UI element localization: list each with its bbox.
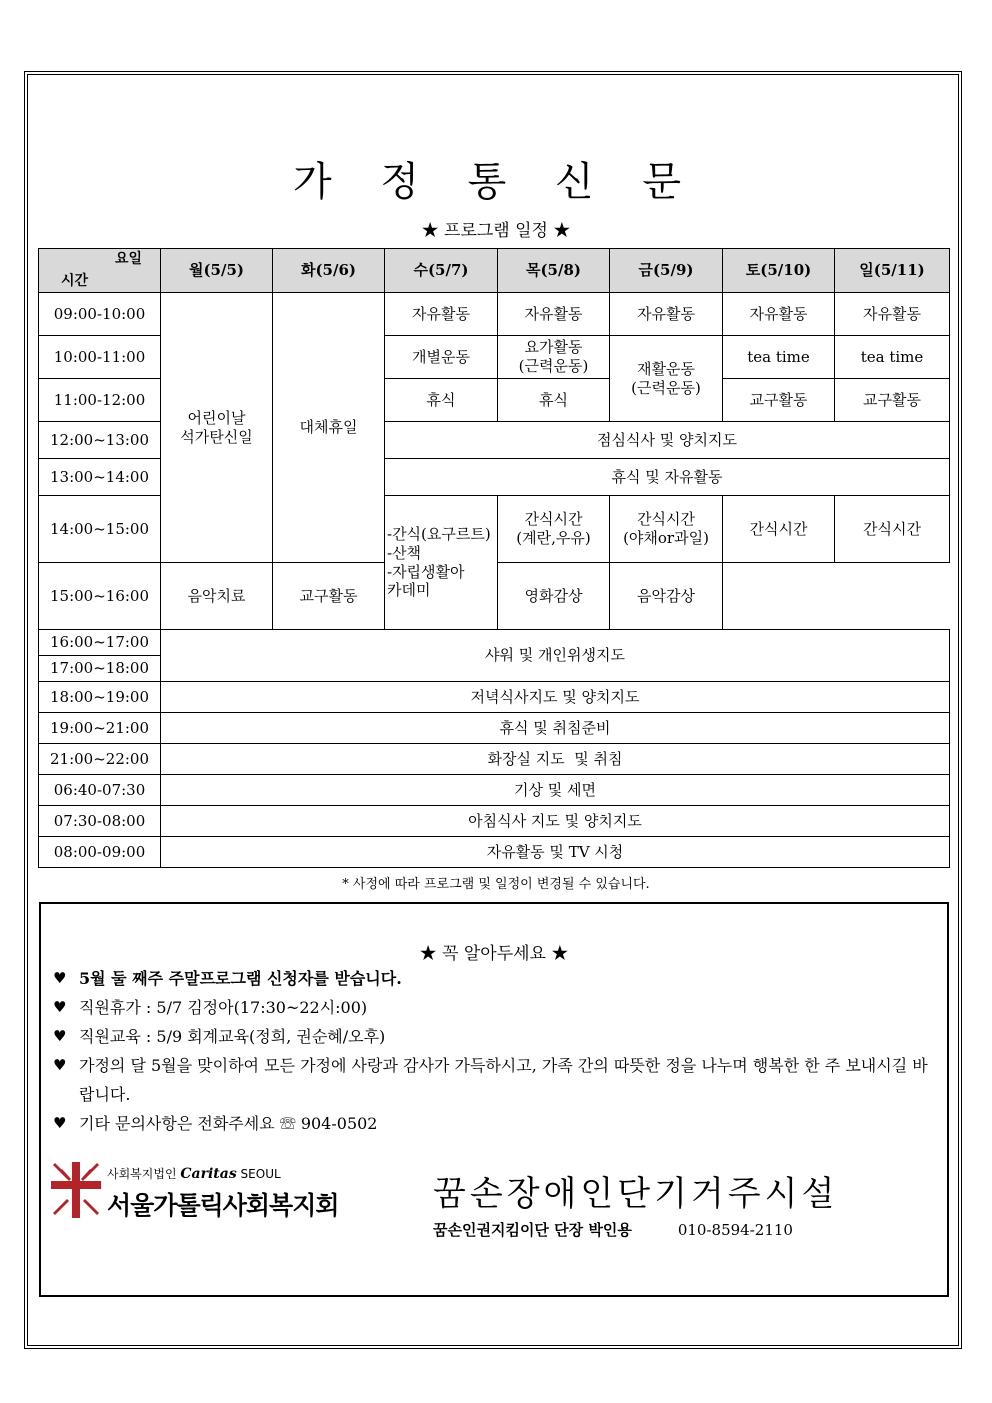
org-name: 서울가톨릭사회복지회: [107, 1191, 339, 1220]
activity-cell: 교구활동: [273, 563, 385, 630]
page-title: 가 정 통 신 문: [292, 159, 700, 205]
org-city: SEOUL: [240, 1167, 281, 1181]
day-header: 금(5/9): [610, 249, 723, 293]
activity-cell: 개별운동: [385, 336, 498, 379]
time-cell: 06:40-07:30: [39, 775, 161, 806]
time-cell: 15:00~16:00: [39, 563, 161, 630]
time-cell: 11:00-12:00: [39, 379, 161, 422]
activity-cell: 아침식사 지도 및 양치지도: [161, 806, 950, 837]
day-header: 월(5/5): [161, 249, 273, 293]
schedule-table: [38, 248, 950, 868]
schedule-row: [39, 806, 950, 837]
facility-name: 꿈손장애인단기거주시설: [433, 1174, 839, 1214]
activity-cell: 자유활동 및 TV 시청: [161, 837, 950, 868]
contact-phone: 010-8594-2110: [677, 1221, 793, 1239]
day-header: 일(5/11): [835, 249, 950, 293]
schedule-row: [39, 293, 950, 336]
activity-cell: 자유활동: [610, 293, 723, 336]
schedule-row: [39, 775, 950, 806]
schedule-row: [39, 744, 950, 775]
activity-cell: 자유활동: [723, 293, 835, 336]
activity-cell: 휴식 및 자유활동: [385, 459, 950, 496]
activity-cell: 간식시간 (야채or과일): [610, 496, 723, 563]
notice-text: 가정의 달 5월을 맞이하여 모든 가정에 사랑과 감사가 가득하시고, 가족 간의 따뜻한 정을 나누며 행복한 한 주 보내시길 바랍니다.: [79, 1056, 928, 1104]
schedule-row: [39, 713, 950, 744]
contact-line: [433, 1219, 793, 1240]
time-cell: 16:00~17:00: [39, 630, 161, 656]
header-row: [39, 249, 950, 293]
header-corner: [39, 249, 161, 293]
time-cell: 09:00-10:00: [39, 293, 161, 336]
activity-cell: 자유활동: [835, 293, 950, 336]
activity-cell: tea time: [723, 336, 835, 379]
notice-text: 5월 둘 째주 주말프로그램 신청자를 받습니다.: [79, 969, 402, 988]
schedule-subtitle: ★ 프로그램 일정 ★: [421, 221, 571, 241]
activity-cell: 샤워 및 개인위생지도: [161, 630, 950, 682]
activity-cell: -간식(요구르트) -산책 -자립생활아 카데미: [385, 496, 498, 630]
activity-cell: 기상 및 세면: [161, 775, 950, 806]
activity-cell: 화장실 지도 및 취침: [161, 744, 950, 775]
notice-item: [53, 1051, 933, 1109]
time-cell: 21:00~22:00: [39, 744, 161, 775]
activity-cell: 점심식사 및 양치지도: [385, 422, 950, 459]
schedule-row: [39, 837, 950, 868]
org-prefix: 사회복지법인: [107, 1167, 177, 1181]
time-cell: 14:00~15:00: [39, 496, 161, 563]
activity-cell: 간식시간 (계란,우유): [498, 496, 610, 563]
heart-icon: ♥: [53, 1027, 67, 1045]
activity-cell: 요가활동 (근력운동): [498, 336, 610, 379]
notice-text: 직원교육 : 5/9 회계교육(정희, 권순혜/오후): [79, 1027, 386, 1046]
activity-cell: tea time: [835, 336, 950, 379]
heart-icon: ♥: [53, 1114, 67, 1132]
time-cell: 17:00~18:00: [39, 656, 161, 682]
notice-item: [53, 993, 933, 1022]
schedule-row: [39, 630, 950, 656]
day-header: 수(5/7): [385, 249, 498, 293]
activity-cell: 영화감상: [498, 563, 610, 630]
heart-icon: ♥: [53, 1056, 67, 1074]
activity-cell: 재활운동 (근력운동): [610, 336, 723, 422]
time-cell: 19:00~21:00: [39, 713, 161, 744]
activity-cell: 간식시간: [723, 496, 835, 563]
activity-cell: 음악치료: [161, 563, 273, 630]
day-header: 목(5/8): [498, 249, 610, 293]
activity-cell: 자유활동: [385, 293, 498, 336]
time-cell: 13:00~14:00: [39, 459, 161, 496]
notice-item: [53, 964, 933, 993]
org-brand: Caritas: [180, 1166, 237, 1182]
activity-cell: 휴식: [498, 379, 610, 422]
activity-cell: 간식시간: [835, 496, 950, 563]
notice-text: 직원휴가 : 5/7 김정아(17:30~22시:00): [79, 998, 368, 1017]
notice-item: [53, 1022, 933, 1051]
caritas-cross-icon: [49, 1159, 103, 1221]
activity-cell: 음악감상: [610, 563, 723, 630]
activity-cell: 교구활동: [835, 379, 950, 422]
notice-item: [53, 1109, 933, 1138]
activity-cell: 저녁식사지도 및 양치지도: [161, 682, 950, 713]
schedule-note: * 사정에 따라 프로그램 및 일정이 변경될 수 있습니다.: [342, 877, 650, 892]
day-header: 화(5/6): [273, 249, 385, 293]
org-logo: [49, 1159, 369, 1239]
activity-cell: 휴식 및 취침준비: [161, 713, 950, 744]
time-cell: 12:00~13:00: [39, 422, 161, 459]
time-cell: 10:00-11:00: [39, 336, 161, 379]
activity-cell: 자유활동: [498, 293, 610, 336]
heart-icon: ♥: [53, 969, 67, 987]
tuesday-cell: 대체휴일: [273, 293, 385, 563]
contact-person: 꿈손인권지킴이단 단장 박인용: [433, 1221, 632, 1239]
heart-icon: ♥: [53, 998, 67, 1016]
org-small-text: [107, 1165, 281, 1182]
day-axis-label: 요일: [114, 251, 142, 267]
time-cell: 08:00-09:00: [39, 837, 161, 868]
schedule-row: [39, 682, 950, 713]
activity-cell: 휴식: [385, 379, 498, 422]
notice-title: ★ 꼭 알아두세요 ★: [419, 944, 569, 964]
notice-text: 기타 문의사항은 전화주세요 ☏ 904-0502: [79, 1114, 378, 1133]
monday-cell: 어린이날 석가탄신일: [161, 293, 273, 563]
activity-cell: 교구활동: [723, 379, 835, 422]
notice-list: [53, 964, 933, 1138]
notice-box: [39, 902, 949, 1297]
day-header: 토(5/10): [723, 249, 835, 293]
time-axis-label: 시간: [61, 272, 89, 289]
time-cell: 07:30-08:00: [39, 806, 161, 837]
time-cell: 18:00~19:00: [39, 682, 161, 713]
